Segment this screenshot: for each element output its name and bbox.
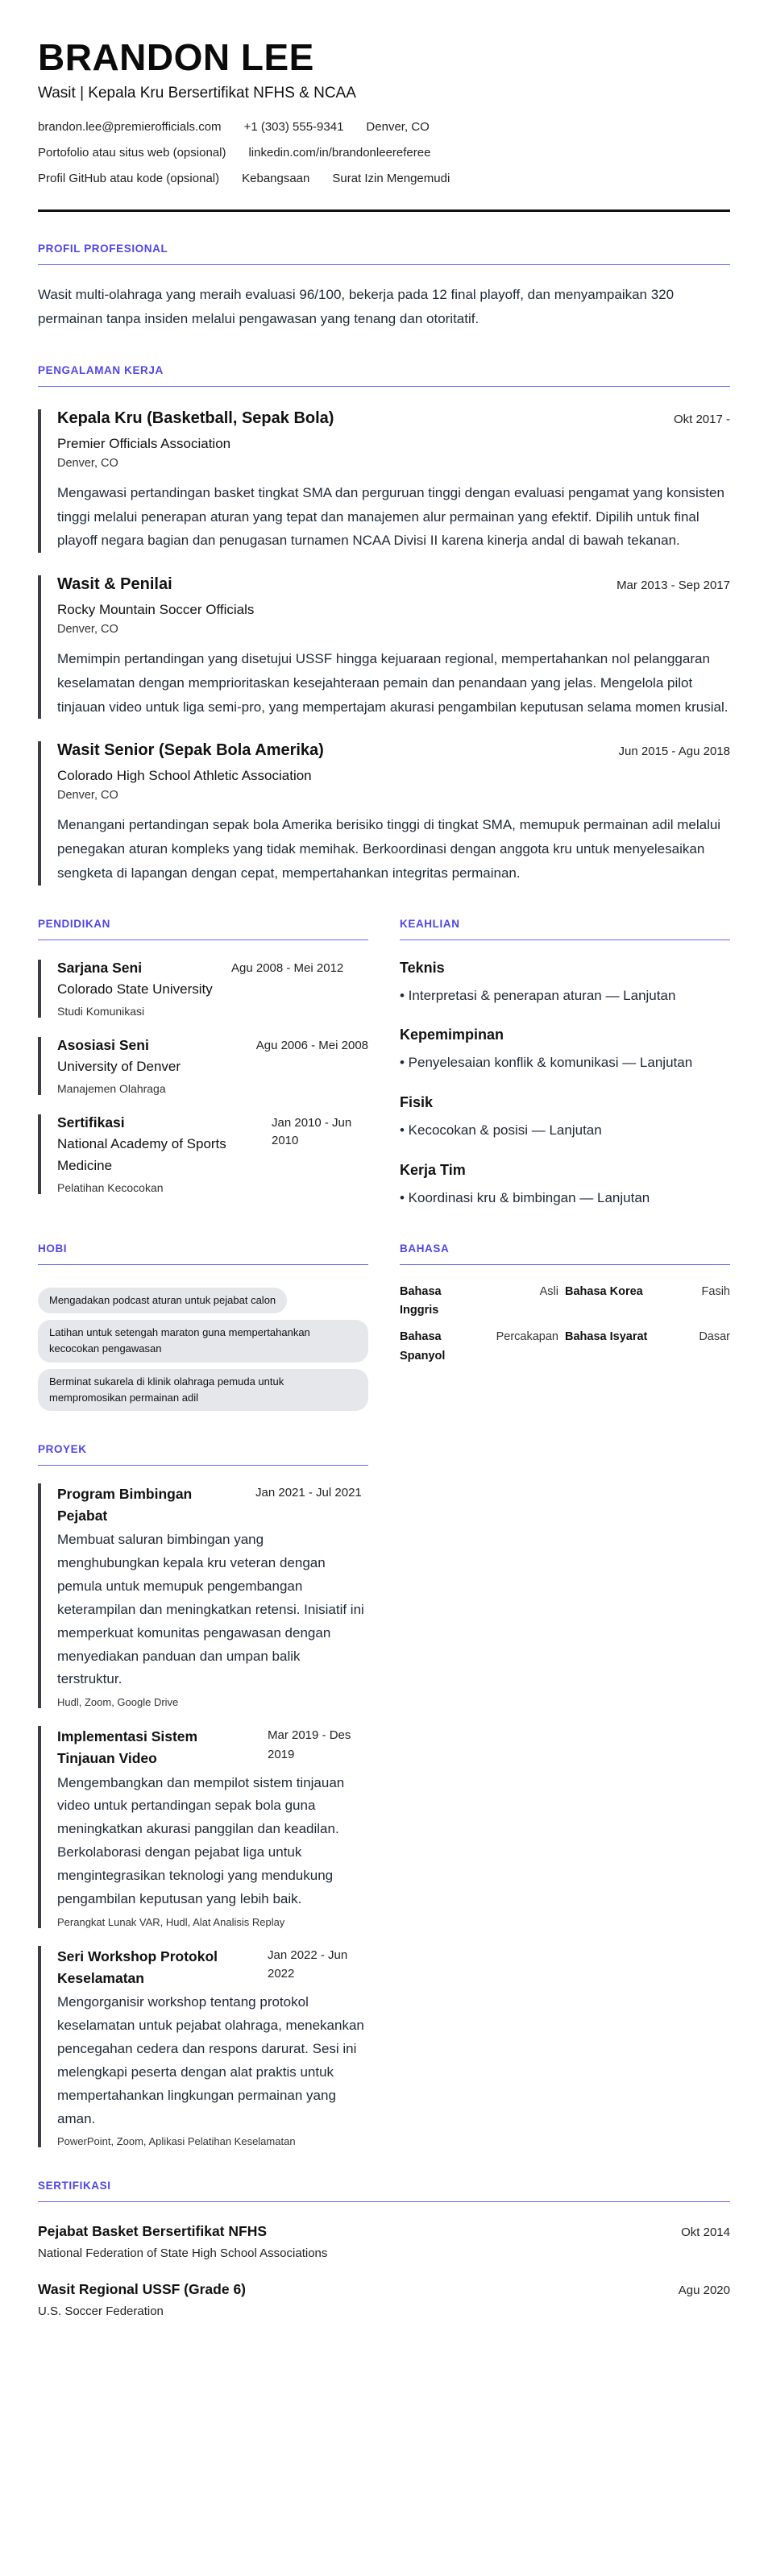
experience-description: Memimpin pertandingan yang disetujui USSF hingga kejuaraan regional, mempertahankan nol pelanggaran keselamatan dengan memprioritaskan kesejahteraan pemain dan penandaan yang jelas. Mengelola pilot tinjauan video untuk liga semi-pro, yang mempertajam akurasi pengambilan keputusan selama momen krusial. [57, 651, 729, 715]
education-date: Agu 2008 - Mei 2012 [231, 960, 344, 975]
certification-name: Pejabat Basket Bersertifikat NFHS [38, 2223, 267, 2240]
language-item [400, 1328, 565, 1365]
resume-header [38, 37, 730, 212]
language-item [565, 1328, 730, 1365]
experience-date: Jun 2015 - Agu 2018 [618, 745, 730, 759]
language-name: Bahasa Isyarat [565, 1330, 648, 1344]
experience-role: Kepala Kru (Basketball, Sepak Bola) [57, 409, 334, 427]
experience-role: Wasit & Penilai [57, 575, 172, 594]
hobbies-languages-row [38, 1242, 730, 1411]
experience-date: Okt 2017 - [673, 412, 730, 426]
certification-item [38, 2281, 730, 2318]
section-title-projects: PROYEK [38, 1442, 87, 1455]
education-item [38, 1114, 368, 1194]
language-grid [400, 1283, 730, 1374]
language-name: Bahasa Inggris [400, 1285, 442, 1317]
language-item [400, 1283, 565, 1320]
experience-item [38, 409, 730, 553]
project-date: Mar 2019 - Des 2019 [268, 1728, 351, 1761]
education-degree: Asosiasi Seni [57, 1036, 149, 1053]
education-skills-row [38, 918, 730, 1211]
hobby-tag: Mengadakan podcast aturan untuk pejabat calon [38, 1288, 287, 1313]
certification-item [38, 2223, 730, 2260]
project-tools: Perangkat Lunak VAR, Hudl, Alat Analisis Replay [57, 1915, 285, 1928]
experience-location: Denver, CO [57, 623, 118, 637]
certification-org: U.S. Soccer Federation [38, 2304, 164, 2319]
certification-date: Okt 2014 [681, 2225, 730, 2240]
contact-list [38, 120, 594, 185]
section-divider [38, 1465, 368, 1466]
skill-category: Teknis [400, 959, 445, 976]
education-degree: Sarjana Seni [57, 959, 143, 976]
experience-company: Colorado High School Athletic Association [57, 768, 312, 784]
project-item [38, 1483, 368, 1708]
experience-description: Menangani pertandingan sepak bola Amerika berisiko tinggi di tingkat SMA, memupuk permainan adil melalui penegakan aturan kompleks yang tidak memihak. Berkoordinasi dengan anggota kru untuk menyelesaikan sengketa di lapangan dengan cepat, mempertahankan integritas permainan. [57, 817, 721, 881]
experience-location: Denver, CO [57, 456, 118, 470]
language-level: Fasih [701, 1285, 730, 1299]
language-name: Bahasa Korea [565, 1285, 643, 1299]
section-divider [38, 2201, 730, 2202]
languages-section [400, 1242, 730, 1411]
certification-date: Agu 2020 [678, 2284, 730, 2298]
education-item [38, 960, 368, 1018]
project-title: Seri Workshop Protokol Keselamatan [57, 1948, 218, 1986]
skill-item: • Interpretasi & penerapan aturan — Lanjutan [400, 987, 676, 1003]
experience-company: Premier Officials Association [57, 435, 231, 451]
certification-name: Wasit Regional USSF (Grade 6) [38, 2281, 247, 2298]
language-item [565, 1283, 730, 1320]
project-tools: Hudl, Zoom, Google Drive [57, 1696, 179, 1709]
skills-section [400, 918, 730, 1211]
project-description: Membuat saluran bimbingan yang menghubungkan kepala kru veteran dengan pemula untuk memupuk pengembangan keterampilan dan meningkatkan retensi. Inisiatif ini memperkuat komunitas pengawasan dengan menyediakan panduan dan umpan balik terstruktur. [57, 1532, 364, 1687]
section-title-profile: PROFIL PROFESIONAL [38, 242, 168, 255]
education-school: Colorado State University [57, 981, 213, 997]
language-name: Bahasa Spanyol [400, 1330, 446, 1363]
skill-category: Kepemimpinan [400, 1027, 504, 1043]
experience-description: Mengawasi pertandingan basket tingkat SMA dan perguruan tinggi dengan evaluasi pengamat yang konsisten tinggi melalui penerapan aturan yang tepat dan manajemen alur permainan yang efektif. Dipilih untuk final playoff negara bagian dan penugasan turnamen NCAA Divisi II karena kinerja andal di bawah tekanan. [57, 484, 724, 549]
experience-company: Rocky Mountain Soccer Officials [57, 602, 255, 618]
contact-license: Surat Izin Mengemudi [332, 171, 450, 185]
project-tools: PowerPoint, Zoom, Aplikasi Pelatihan Keselamatan [57, 2135, 296, 2148]
section-divider [400, 1264, 730, 1265]
certifications-section [38, 2180, 730, 2318]
education-date: Jan 2010 - Jun 2010 [272, 1115, 352, 1148]
education-field: Studi Komunikasi [57, 1004, 145, 1018]
section-title-languages: BAHASA [400, 1242, 450, 1255]
section-title-experience: PENGALAMAN KERJA [38, 363, 164, 376]
skill-item: • Kecocokan & posisi — Lanjutan [400, 1122, 602, 1139]
contact-nationality: Kebangsaan [242, 171, 310, 185]
hobby-tag: Latihan untuk setengah maraton guna mempertahankan kecocokan pengawasan [38, 1320, 368, 1362]
skill-item: • Koordinasi kru & bimbingan — Lanjutan [400, 1190, 650, 1206]
contact-linkedin[interactable]: linkedin.com/in/brandonleereferee [248, 145, 431, 160]
education-school: National Academy of Sports Medicine [57, 1135, 226, 1174]
section-title-certifications: SERTIFIKASI [38, 2180, 111, 2192]
education-field: Manajemen Olahraga [57, 1081, 166, 1095]
education-degree: Sertifikasi [57, 1114, 125, 1130]
experience-item [38, 575, 730, 719]
skill-category: Fisik [400, 1094, 434, 1111]
experience-role: Wasit Senior (Sepak Bola Amerika) [57, 741, 324, 760]
contact-location: Denver, CO [366, 119, 430, 134]
section-divider [38, 1264, 368, 1265]
project-item [38, 1726, 368, 1928]
project-item [38, 1946, 368, 2148]
contact-github[interactable]: Profil GitHub atau kode (opsional) [38, 171, 220, 185]
hobby-list [38, 1281, 368, 1411]
section-divider [38, 264, 730, 265]
candidate-title: Wasit | Kepala Kru Bersertifikat NFHS & NCAA [38, 84, 356, 102]
project-description: Mengorganisir workshop tentang protokol keselamatan untuk pejabat olahraga, menekankan pencegahan cedera dan respons darurat. Sesi ini melengkapi peserta dengan alat praktis untuk mempertahankan lingkungan permainan yang aman. [57, 1994, 364, 2126]
contact-email[interactable]: brandon.lee@premierofficials.com [38, 119, 222, 134]
hobby-tag: Berminat sukarela di klinik olahraga pemuda untuk mempromosikan permainan adil [38, 1369, 368, 1411]
profile-summary: Wasit multi-olahraga yang meraih evaluasi 96/100, bekerja pada 12 final playoff, dan menyampaikan 320 permainan tanpa insiden melalui pengawasan yang tenang dan otoritatif. [38, 286, 675, 327]
project-title: Program Bimbingan Pejabat [57, 1485, 193, 1524]
header-divider [38, 209, 730, 212]
language-level: Dasar [699, 1330, 730, 1344]
candidate-name: BRANDON LEE [38, 36, 314, 78]
language-level: Asli [539, 1285, 558, 1299]
skill-item: • Penyelesaian konflik & komunikasi — Lanjutan [400, 1055, 693, 1071]
contact-phone[interactable]: +1 (303) 555-9341 [243, 119, 344, 134]
projects-section [38, 1443, 368, 2148]
section-title-education: PENDIDIKAN [38, 917, 111, 930]
experience-date: Mar 2013 - Sep 2017 [616, 579, 730, 593]
project-description: Mengembangkan dan mempilot sistem tinjauan video untuk pertandingan sepak bola guna meningkatkan akurasi panggilan dan keadilan. Berkolaborasi dengan pejabat liga untuk mengintegrasikan teknologi yang mendukung pengambilan keputusan yang lebih baik. [57, 1774, 345, 1906]
education-item [38, 1037, 368, 1095]
certification-org: National Federation of State High School Associations [38, 2246, 328, 2261]
projects-row [38, 1443, 730, 2148]
experience-section [38, 364, 730, 886]
experience-location: Denver, CO [57, 789, 118, 803]
language-level: Percakapan [496, 1330, 558, 1344]
skill-category: Kerja Tim [400, 1162, 466, 1179]
project-date: Jan 2022 - Jun 2022 [268, 1948, 348, 1981]
education-field: Pelatihan Kecocokan [57, 1181, 164, 1195]
education-section [38, 918, 368, 1211]
education-school: University of Denver [57, 1058, 181, 1074]
section-title-skills: KEAHLIAN [400, 917, 460, 930]
section-divider [38, 386, 730, 387]
experience-item [38, 741, 730, 885]
education-date: Agu 2006 - Mei 2008 [255, 1038, 368, 1052]
section-title-hobbies: HOBI [38, 1242, 68, 1255]
contact-portfolio[interactable]: Portofolio atau situs web (opsional) [38, 145, 226, 160]
hobbies-section [38, 1242, 368, 1411]
project-title: Implementasi Sistem Tinjauan Video [57, 1728, 198, 1767]
project-date: Jan 2021 - Jul 2021 [255, 1485, 362, 1500]
profile-section [38, 243, 730, 332]
